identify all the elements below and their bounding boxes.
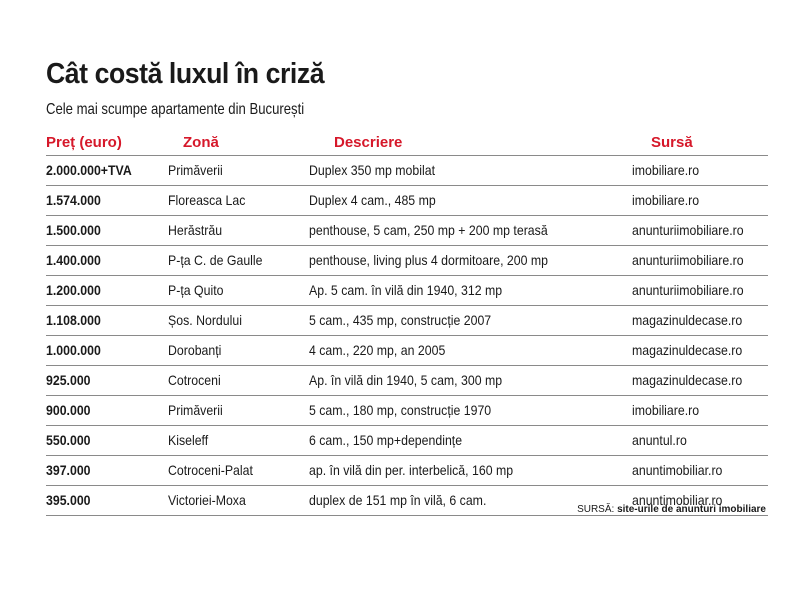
table-row [46, 425, 768, 455]
table-row [46, 275, 768, 305]
price-cell: 395.000 [46, 492, 91, 508]
source-cell: anuntul.ro [632, 432, 687, 448]
price-cell: 397.000 [46, 462, 91, 478]
page-subtitle: Cele mai scumpe apartamente din București [46, 101, 305, 118]
price-cell: 900.000 [46, 402, 91, 418]
table-row [46, 215, 768, 245]
description-cell: ap. în vilă din per. interbelică, 160 mp [309, 462, 514, 478]
price-cell: 1.108.000 [46, 312, 101, 328]
table-row [46, 335, 768, 365]
zone-cell: Floreasca Lac [168, 192, 246, 208]
source-cell: anuntimobiliar.ro [632, 492, 723, 508]
description-cell: Duplex 350 mp mobilat [309, 162, 436, 178]
source-cell: anunturiimobiliare.ro [632, 252, 744, 268]
zone-cell: P-ța Quito [168, 282, 224, 298]
description-cell: penthouse, 5 cam, 250 mp + 200 mp terasă [309, 222, 548, 238]
description-cell: 5 cam., 180 mp, construcție 1970 [309, 402, 492, 418]
zone-cell: Kiseleff [168, 432, 209, 448]
table-row [46, 395, 768, 425]
description-cell: Ap. 5 cam. în vilă din 1940, 312 mp [309, 282, 503, 298]
zone-cell: Herăstrău [168, 222, 223, 238]
footnote-text: site-urile de anunturi imobiliare [617, 504, 766, 515]
description-cell: duplex de 151 mp în vilă, 6 cam. [309, 492, 487, 508]
table-row [46, 155, 768, 185]
header-zone: Zonă [183, 134, 219, 151]
source-cell: imobiliare.ro [632, 192, 700, 208]
description-cell: 6 cam., 150 mp+dependințe [309, 432, 463, 448]
zone-cell: Primăverii [168, 162, 223, 178]
zone-cell: Șos. Nordului [168, 312, 242, 328]
price-cell: 925.000 [46, 372, 91, 388]
source-footnote [577, 504, 766, 515]
header-description: Descriere [334, 134, 403, 151]
table-row [46, 365, 768, 395]
source-cell: magazinuldecase.ro [632, 312, 743, 328]
table-row [46, 455, 768, 485]
table-row [46, 245, 768, 275]
description-cell: 4 cam., 220 mp, an 2005 [309, 342, 446, 358]
price-cell: 550.000 [46, 432, 91, 448]
price-cell: 1.574.000 [46, 192, 101, 208]
source-cell: anuntimobiliar.ro [632, 462, 723, 478]
zone-cell: Dorobanți [168, 342, 222, 358]
zone-cell: Victoriei-Moxa [168, 492, 246, 508]
price-cell: 2.000.000+TVA [46, 162, 132, 178]
header-source: Sursă [651, 134, 693, 151]
description-cell: 5 cam., 435 mp, construcție 2007 [309, 312, 492, 328]
zone-cell: Cotroceni [168, 372, 221, 388]
page-title: Cât costă luxul în criză [46, 58, 325, 90]
description-cell: Ap. în vilă din 1940, 5 cam, 300 mp [309, 372, 503, 388]
source-cell: imobiliare.ro [632, 162, 700, 178]
table-row [46, 185, 768, 215]
price-cell: 1.000.000 [46, 342, 101, 358]
source-cell: magazinuldecase.ro [632, 342, 743, 358]
zone-cell: Primăverii [168, 402, 223, 418]
footnote-label: SURSĂ: [577, 504, 615, 515]
source-cell: imobiliare.ro [632, 402, 700, 418]
source-cell: magazinuldecase.ro [632, 372, 743, 388]
price-table [46, 155, 768, 516]
zone-cell: Cotroceni-Palat [168, 462, 253, 478]
zone-cell: P-ța C. de Gaulle [168, 252, 263, 268]
price-cell: 1.500.000 [46, 222, 101, 238]
table-header [46, 132, 768, 154]
description-cell: Duplex 4 cam., 485 mp [309, 192, 436, 208]
price-cell: 1.200.000 [46, 282, 101, 298]
source-cell: anunturiimobiliare.ro [632, 282, 744, 298]
source-cell: anunturiimobiliare.ro [632, 222, 744, 238]
header-price: Preț (euro) [46, 134, 122, 151]
price-cell: 1.400.000 [46, 252, 101, 268]
table-row [46, 305, 768, 335]
description-cell: penthouse, living plus 4 dormitoare, 200 mp [309, 252, 549, 268]
